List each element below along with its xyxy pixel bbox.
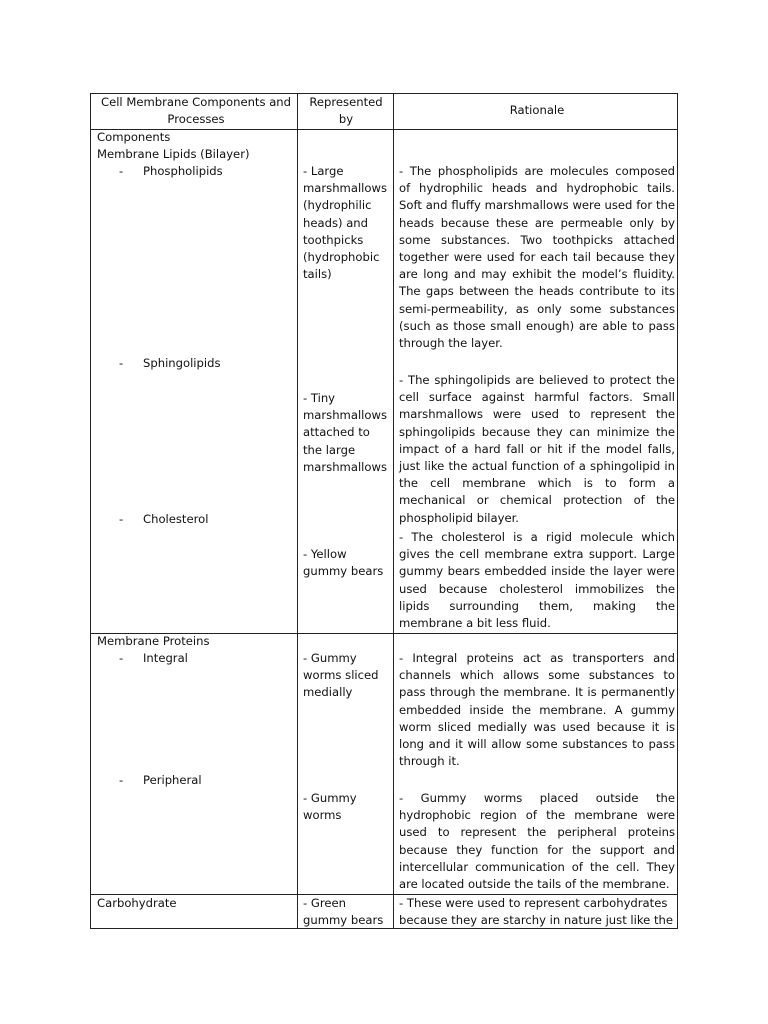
- peripheral-rationale: - Gummy worms placed outside the hydrophobic region of the membrane were used to represent the peripheral proteins because they function for the support and intercellular communication of the cell. They are located outside the tails of the membrane.: [399, 791, 675, 892]
- sphingolipids-rationale: - The sphingolipids are believed to protect the cell surface against harmful factors. Small marshmallows were used to represent the sphingolipids because they can minimize the impact of a hard fall or hit if the model falls, just like the actual function of a sphingolipid in the cell membrane which is to form a mechanical or chemical protection of the phospholipid bilayer.: [399, 373, 675, 525]
- membrane-lipids-label: Membrane Lipids (Bilayer): [97, 147, 250, 161]
- carbohydrate-label: Carbohydrate: [97, 896, 177, 910]
- phospholipids-bullet: -: [119, 164, 124, 178]
- integral-label: Integral: [143, 651, 188, 665]
- column-divider-1: [297, 94, 298, 928]
- carbohydrate-represented-by: - Green gummy bears: [303, 896, 384, 928]
- cholesterol-bullet: -: [119, 512, 124, 526]
- phospholipids-label: Phospholipids: [143, 164, 223, 178]
- integral-bullet: -: [119, 651, 124, 665]
- cholesterol-label: Cholesterol: [143, 512, 209, 526]
- carbohydrate-rationale: - These were used to represent carbohydrates because they are starchy in nature just like the: [399, 896, 674, 928]
- cholesterol-represented-by: - Yellow gummy bears: [303, 547, 384, 579]
- header-components: Cell Membrane Components and Processes: [100, 95, 292, 127]
- header-rationale: Rationale: [509, 103, 565, 117]
- components-label: Components: [97, 130, 171, 144]
- phospholipids-rationale: - The phospholipids are molecules composed of hydrophilic heads and hydrophobic tails. Soft and fluffy marshmallows were used for the heads because these are permeable only by some substances. Two toothpicks attached together were used for each tail because they are long and may exhibit the model’s fluidity. The gaps between the heads contribute to its semi-permeability, as only some substances (such as those small enough) are able to pass through the layer.: [399, 164, 675, 351]
- sphingolipids-label: Sphingolipids: [143, 356, 221, 370]
- phospholipids-represented-by: - Large marshmallows (hydrophilic heads) and toothpicks (hydrophobic tails): [303, 164, 388, 282]
- sphingolipids-bullet: -: [119, 356, 124, 370]
- peripheral-bullet: -: [119, 773, 124, 787]
- cholesterol-rationale: - The cholesterol is a rigid molecule which gives the cell membrane extra support. Large gummy bears embedded inside the layer were used because cholesterol immobilizes the lipids surrounding them, making the membrane a bit less fluid.: [399, 530, 675, 631]
- membrane-proteins-label: Membrane Proteins: [97, 634, 210, 648]
- integral-rationale: - Integral proteins act as transporters and channels which allows some substances to pass through the membrane. It is permanently embedded inside the membrane. A gummy worm sliced medially was used because it is long and it will allow some substances to pass through it.: [399, 651, 675, 769]
- column-divider-2: [393, 94, 394, 928]
- header-represented-by: Represented by: [309, 95, 383, 127]
- integral-represented-by: - Gummy worms sliced medially: [303, 651, 379, 700]
- sphingolipids-represented-by: - Tiny marshmallows attached to the large marshmallows: [303, 391, 388, 474]
- rationale-table: [90, 93, 678, 929]
- peripheral-represented-by: - Gummy worms: [303, 791, 357, 823]
- peripheral-label: Peripheral: [143, 773, 202, 787]
